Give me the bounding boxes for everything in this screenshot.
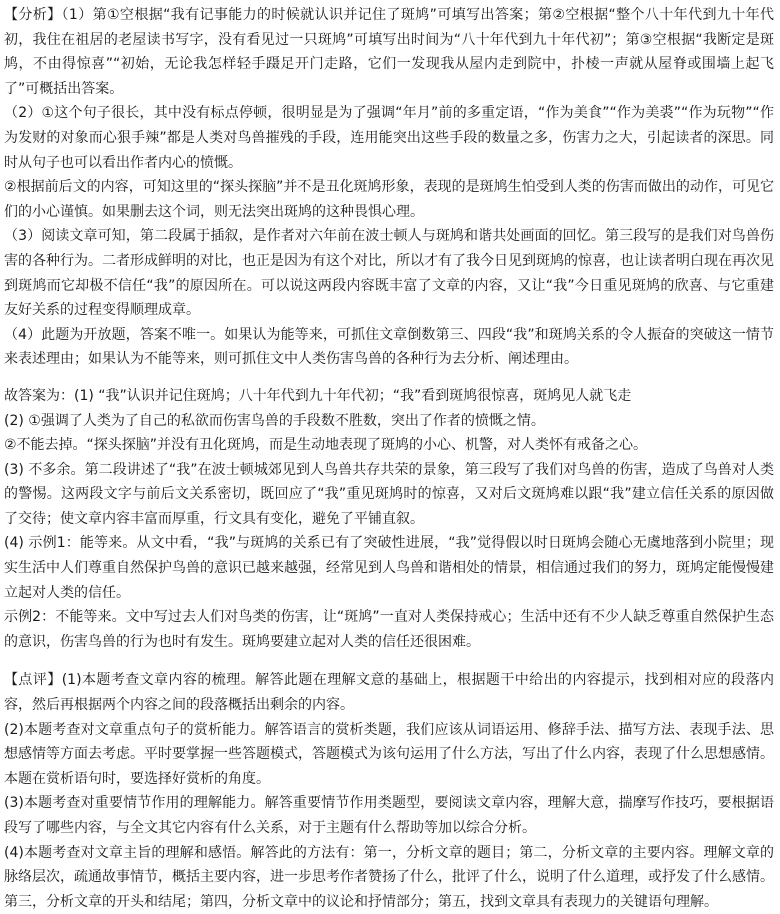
section-spacer: [4, 654, 774, 668]
analysis-paragraph-2: （2）①这个句子很长，其中没有标点停顿，很明显是为了强调“年月”前的多重定语，“作为美食”“作为美裘”“作为玩物”“作为发财的对象而心狠手辣”都是人类对鸟兽摧残的手段，连用能突出这些手段的数量之多，伤害力之大，引起读者的深思。同时从句子也可以看出作者内心的愤慨。: [4, 105, 774, 171]
answer-paragraph-4: (3) 不多余。第二段讲述了“我”在波士顿城郊见到人鸟兽共存共荣的景象，第三段写了我们对鸟兽的伤害，造成了鸟兽对人类的警惕。这两段文字与前后文关系密切，既回应了“我”重见斑鸠时的惊喜，又对后文斑鸠难以跟“我”建立信任关系的原因做了交待；使文章内容丰富而厚重，行文具有变化，避免了平铺直叙。: [4, 461, 774, 527]
analysis-section: [4, 3, 774, 372]
review-section: [4, 668, 774, 914]
analysis-paragraph-1: 【分析】（1）第①空根据“我有记事能力的时候就认识并记住了斑鸠”可填写出答案；第②空根据“整个八十年代到九十年代初，我住在祖居的老屋读书写字，没有看见过一只斑鸠”可填写出时间为“八十年代到九十年代初”；第③空根据“我断定是斑鸠，不由得惊喜”“初始，无论我怎样轻手蹑足开门走路，它们一发现我从屋内走到院中，扑棱一声就从屋脊或围墙上起飞了”可概括出答案。: [4, 7, 774, 97]
answer-paragraph-3: ②不能去掉。“探头探脑”并没有丑化斑鸠，而是生动地表现了斑鸠的小心、机警，对人类怀有戒备之心。: [4, 437, 648, 454]
answer-paragraph-1: 故答案为：(1) “我”认识并记住斑鸠；八十年代到九十年代初；“我”看到斑鸠很惊喜，斑鸠见人就飞走: [4, 387, 632, 404]
analysis-paragraph-5: （4）此题为开放题，答案不唯一。如果认为能等来，可抓住文章倒数第三、四段“我”和斑鸠关系的令人振奋的突破这一情节来表述理由；如果认为不能等来，则可抓住文中人类伤害鸟兽的各种行为去分析、阐述理由。: [4, 326, 774, 368]
answer-paragraph-5: (4) 示例1：能等来。从文中看，“我”与斑鸠的关系已有了突破性进展，“我”觉得假以时日斑鸠会随心无虞地落到小院里；现实生活中人们尊重自然保护鸟兽的意识已越来越强，经常见到人鸟兽和谐相处的情景，相信通过我们的努力，斑鸠定能慢慢建立起对人类的信任。: [4, 535, 774, 601]
answer-section: [4, 384, 774, 655]
analysis-paragraph-4: （3）阅读文章可知，第二段属于插叙，是作者对六年前在波士顿人与斑鸠和谐共处画面的回忆。第三段写的是我们对鸟兽伤害的各种行为。二者形成鲜明的对比，也正是因为有这个对比，所以才有了我今日见到斑鸠的惊喜，也让读者明白现在再次见到斑鸠而它却极不信任“我”的原因所在。可以说这两段内容既丰富了文章的内容，又让“我”今日重见斑鸠的欣喜、与它重建友好关系的过程变得顺理成章。: [4, 228, 774, 319]
answer-paragraph-6: 示例2：不能等来。文中写过去人们对鸟类的伤害，让“斑鸠”一直对人类保持戒心；生活中还有不少人缺乏尊重自然保护生态的意识，伤害鸟兽的行为也时有发生。斑鸠要建立起对人类的信任还很困难。: [4, 609, 774, 650]
analysis-paragraph-3: ②根据前后文的内容，可知这里的“探头探脑”并不是丑化斑鸠形象，表现的是斑鸠生怕受到人类的伤害而做出的动作，可见它们的小心谨慎。如果删去这个词，则无法突出斑鸠的这种畏惧心理。: [4, 179, 774, 220]
review-paragraph-1: 【点评】(1)本题考查文章内容的梳理。解答此题在理解文意的基础上，根据题干中给出的内容提示，找到相对应的段落内容，然后再根据两个内容之间的段落概括出剩余的内容。: [4, 672, 774, 714]
answer-paragraph-2: (2) ①强调了人类为了自己的私欲而伤害鸟兽的手段数不胜数，突出了作者的愤慨之情。: [4, 412, 545, 429]
review-paragraph-4: (4)本题考查对文章主旨的理解和感悟。解答此的方法有：第一，分析文章的题目；第二，分析文章的主要内容。理解文章的脉络层次，疏通故事情节，概括主要内容，进一步思考作者赞扬了什么，批评了什么，说明了什么道理，或抒发了什么感情。第三，分析文章的开头和结尾；第四，分析文章中的议论和抒情部分；第五，找到文章具有表现力的关键语句理解。: [4, 844, 774, 910]
section-spacer: [4, 372, 774, 384]
review-paragraph-3: (3)本题考查对重要情节作用的理解能力。解答重要情节作用类题型，要阅读文章内容，理解大意，揣摩写作技巧，要根据语段写了哪些内容，与全文其它内容有什么关系，对于主题有什么帮助等加以综合分析。: [4, 795, 774, 836]
review-paragraph-2: (2)本题考查对文章重点句子的赏析能力。解答语言的赏析类题，我们应该从词语运用、修辞手法、描写方法、表现手法、思想感情等方面去考虑。平时要掌握一些答题模式，答题模式为该句运用了什么方法，写出了什么内容，表现了什么思想感情。本题在赏析语句时，要选择好赏析的角度。: [4, 721, 774, 787]
